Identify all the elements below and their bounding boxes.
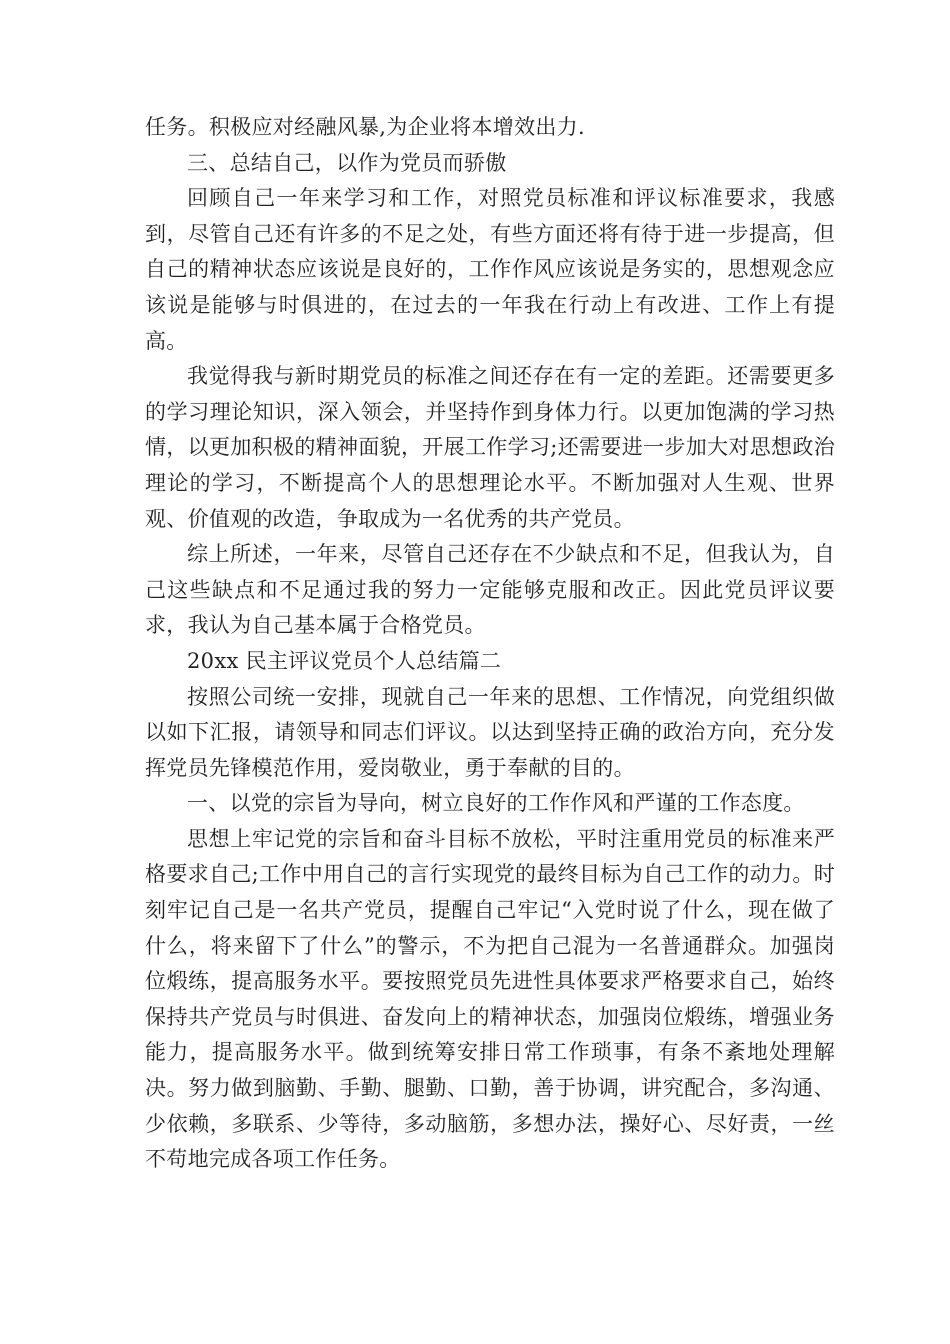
section-heading-three: 三、总结自己，以作为党员而骄傲 [187, 150, 507, 175]
section-heading-one: 一、以党的宗旨为导向，树立良好的工作作风和严谨的工作态度。 [187, 791, 805, 816]
paragraph-gap: 我觉得我与新时期党员的标准之间还存在有一定的差距。还需要更多的学习理论知识，深入领会，并坚持作到身体力行。以更加饱满的学习热情，以更加积极的精神面貌，开展工作学习;还需要进一步加大对思想政治理论的学习，不断提高个人的思想理论水平。不断加强对人生观、世界观、价值观的改造，争取成为一名优秀的共产党员。 [145, 364, 835, 531]
paragraph-thought: 思想上牢记党的宗旨和奋斗目标不放松，平时注重用党员的标准来严格要求自己;工作中用自己的言行实现党的最终目标为自己工作的动力。时刻牢记自己是一名共产党员，提醒自己牢记“入党时说了什么，现在做了什么，将来留下了什么”的警示，不为把自己混为一名普通群众。加强岗位煅练，提高服务水平。要按照党员先进性具体要求严格要求自己，始终保持共产党员与时俱进、奋发向上的精神状态，加强岗位煅练，增强业务能力，提高服务水平。做到统筹安排日常工作琐事，有条不紊地处理解决。努力做到脑勤、手勤、腿勤、口勤，善于协调，讲究配合，多沟通、少依赖，多联系、少等待，多动脑筋，多想办法，操好心、尽好责，一丝不苟地完成各项工作任务。 [145, 826, 835, 1172]
paragraph-continuation: 任务。积极应对经融风暴,为企业将本增效出力. [145, 115, 585, 139]
paragraph-conclusion: 综上所述，一年来，尽管自己还存在不少缺点和不足，但我认为，自己这些缺点和不足通过我的努力一定能够克服和改正。因此党员评议要求，我认为自己基本属于合格党员。 [145, 542, 835, 638]
paragraph-review: 回顾自己一年来学习和工作，对照党员标准和评议标准要求，我感到，尽管自己还有许多的不足之处，有些方面还将有待于进一步提高，但自己的精神状态应该说是良好的，工作作风应该说是务实的，思想观念应该说是能够与时俱进的，在过去的一年我在行动上有改进、工作上有提高。 [145, 186, 835, 353]
article-two-title: 20xx 民主评议党员个人总结篇二 [187, 648, 502, 673]
document-body [145, 110, 835, 1178]
paragraph-intro: 按照公司统一安排，现就自己一年来的思想、工作情况，向党组织做以如下汇报，请领导和同志们评议。以达到坚持正确的政治方向，充分发挥党员先锋模范作用，爱岗敬业，勇于奉献的目的。 [145, 684, 835, 780]
